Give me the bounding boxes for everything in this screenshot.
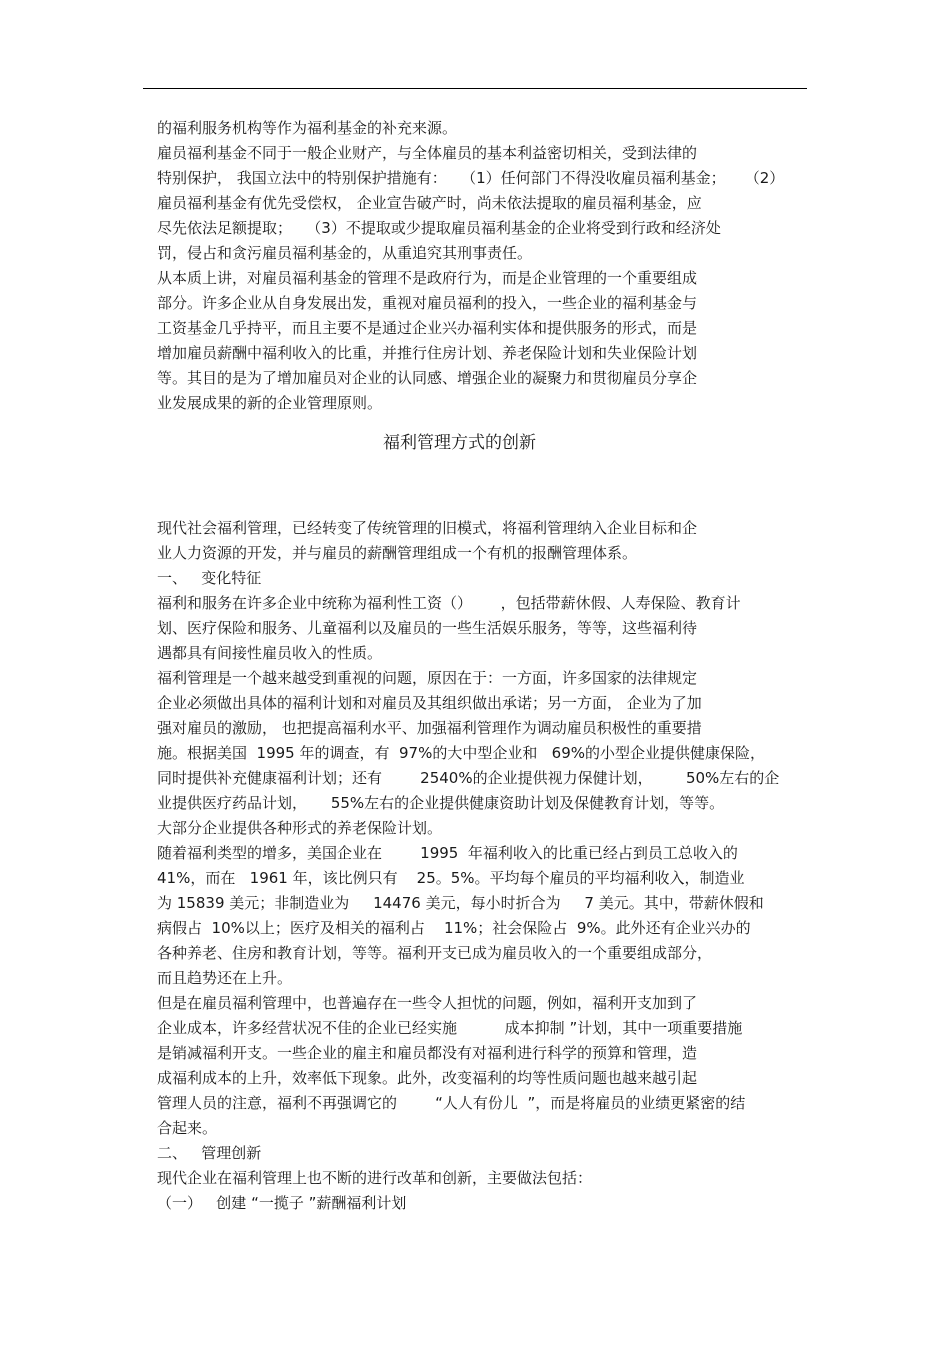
text-line: 罚，侵占和贪污雇员福利基金的，从重追究其刑事责任。	[157, 244, 533, 262]
text-line: 各种养老、住房和教育计划，等等。福利开支已成为雇员收入的一个重要组成部分，	[157, 944, 713, 962]
text-line: 大部分企业提供各种形式的养老保险计划。	[157, 819, 443, 837]
text-line: 管理人员的注意，福利不再强调它的 “人人有份儿 ”，而是将雇员的业绩更紧密的结	[157, 1094, 746, 1112]
text-line: 从本质上讲，对雇员福利基金的管理不是政府行为，而是企业管理的一个重要组成	[157, 269, 698, 287]
text-line: 业提供医疗药品计划， 55%左右的企业提供健康资助计划及保健教育计划，等等。	[157, 794, 725, 812]
text-line: 雇员福利基金不同于一般企业财产，与全体雇员的基本利益密切相关，受到法律的	[157, 144, 698, 162]
text-line: 的福利服务机构等作为福利基金的补充来源。	[157, 119, 458, 137]
text-line: 随着福利类型的增多，美国企业在 1995 年福利收入的比重已经占到员工总收入的	[157, 844, 738, 862]
subheading-changes: 一、 变化特征	[157, 569, 262, 587]
text-line: 现代社会福利管理，已经转变了传统管理的旧模式，将福利管理纳入企业目标和企	[157, 519, 698, 537]
text-line: 强对雇员的激励， 也把提高福利水平、加强福利管理作为调动雇员积极性的重要措	[157, 719, 702, 737]
text-line: 部分。许多企业从自身发展出发，重视对雇员福利的投入，一些企业的福利基金与	[157, 294, 698, 312]
text-line: 遇都具有间接性雇员收入的性质。	[157, 644, 383, 662]
text-line: 是销减福利开支。一些企业的雇主和雇员都没有对福利进行科学的预算和管理，造	[157, 1044, 698, 1062]
text-line: 病假占 10%以上；医疗及相关的福利占 11%；社会保险占 9%。此外还有企业兴办的	[157, 919, 751, 937]
text-line: 成福利成本的上升，效率低下现象。此外，改变福利的均等性质问题也越来越引起	[157, 1069, 698, 1087]
text-line: 业发展成果的新的企业管理原则。	[157, 394, 383, 412]
text-line: 增加雇员薪酬中福利收入的比重，并推行住房计划、养老保险计划和失业保险计划	[157, 344, 698, 362]
header-rule	[143, 88, 807, 89]
text-line: 现代企业在福利管理上也不断的进行改革和创新，主要做法包括：	[157, 1169, 593, 1187]
text-line: 福利和服务在许多企业中统称为福利性工资（） ，包括带薪休假、人寿保险、教育计	[157, 594, 741, 612]
text-line: 雇员福利基金有优先受偿权， 企业宣告破产时，尚未依法提取的雇员福利基金，应	[157, 194, 702, 212]
text-line: 工资基金几乎持平，而且主要不是通过企业兴办福利实体和提供服务的形式，而是	[157, 319, 698, 337]
text-line: 等。其目的是为了增加雇员对企业的认同感、增强企业的凝聚力和贯彻雇员分享企	[157, 369, 698, 387]
section-title: 福利管理方式的创新	[383, 433, 536, 453]
text-line: 划、医疗保险和服务、儿童福利以及雇员的一些生活娱乐服务，等等，这些福利待	[157, 619, 698, 637]
text-line: 施。根据美国 1995 年的调查，有 97%的大中型企业和 69%的小型企业提供健康保险，	[157, 744, 766, 762]
text-line: 合起来。	[157, 1119, 218, 1137]
text-line: 福利管理是一个越来越受到重视的问题，原因在于：一方面，许多国家的法律规定	[157, 669, 698, 687]
text-line: 41%，而在 1961 年，该比例只有 25。5%。平均每个雇员的平均福利收入，制造业	[157, 869, 745, 887]
text-line: 企业必须做出具体的福利计划和对雇员及其组织做出承诺；另一方面， 企业为了加	[157, 694, 702, 712]
text-line: 为 15839 美元；非制造业为 14476 美元，每小时折合为 7 美元。其中，带薪休假和	[157, 894, 764, 912]
subheading-management-innovation: 二、 管理创新	[157, 1144, 262, 1162]
text-line: 特别保护， 我国立法中的特别保护措施有： （1）任何部门不得没收雇员福利基金； （2）	[157, 169, 785, 187]
subheading-package-plan: （一） 创建 “一揽子 ”薪酬福利计划	[157, 1194, 407, 1212]
text-line: 尽先依法足额提取； （3）不提取或少提取雇员福利基金的企业将受到行政和经济处	[157, 219, 721, 237]
text-line: 同时提供补充健康福利计划；还有 2540%的企业提供视力保健计划， 50%左右的企	[157, 769, 780, 787]
text-line: 企业成本，许多经营状况不佳的企业已经实施 成本抑制 ”计划，其中一项重要措施	[157, 1019, 743, 1037]
text-line: 而且趋势还在上升。	[157, 969, 293, 987]
text-line: 业人力资源的开发，并与雇员的薪酬管理组成一个有机的报酬管理体系。	[157, 544, 638, 562]
text-line: 但是在雇员福利管理中，也普遍存在一些令人担忧的问题，例如，福利开支加到了	[157, 994, 698, 1012]
